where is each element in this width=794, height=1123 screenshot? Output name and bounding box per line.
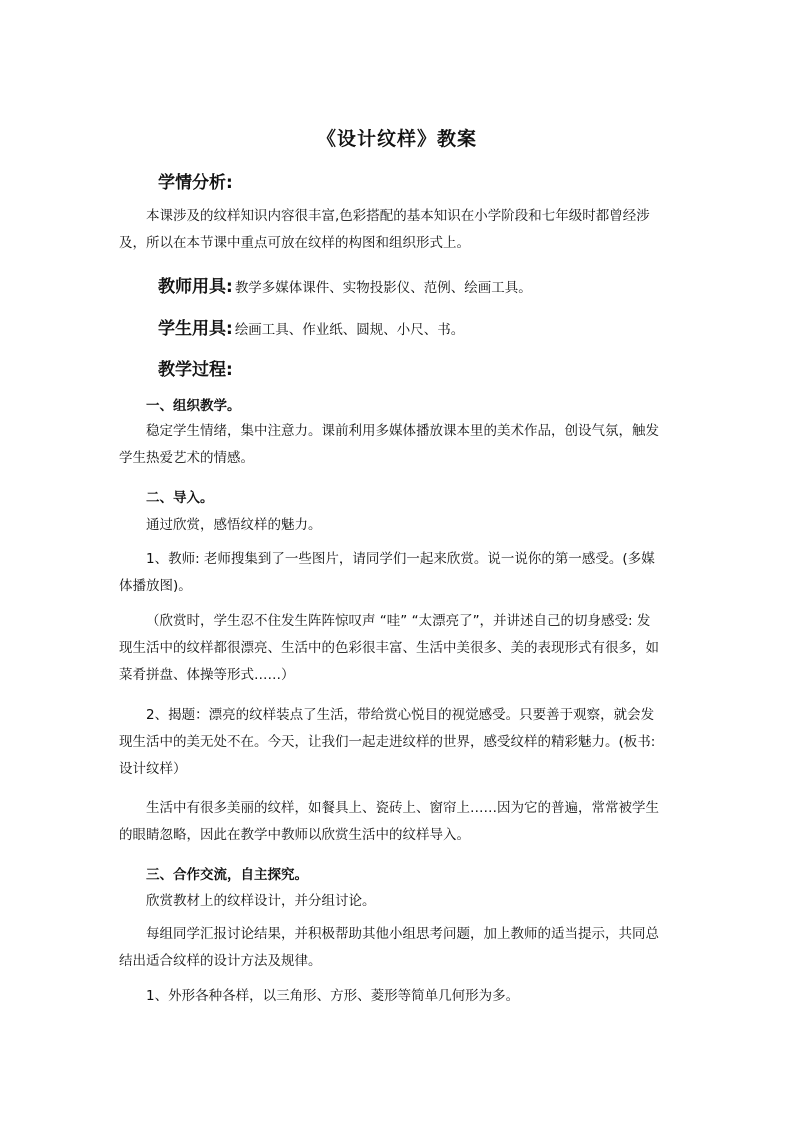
- step2-p2-line-1: （欣赏时，学生忍不住发生阵阵惊叹声 “哇” “太漂亮了”，并讲述自己的切身感受: 发: [146, 613, 651, 629]
- teacher-tools-label: 教师用具:: [158, 277, 233, 297]
- step2-p2-line-2: 现生活中的纹样都很漂亮、生活中的色彩很丰富、生活中美很多、美的表现形式有很多，如: [119, 640, 659, 656]
- analysis-heading: 学情分析:: [158, 173, 233, 193]
- step3-intro-line: 欣赏教材上的纹样设计，并分组讨论。: [146, 893, 376, 909]
- step1-line-1: 稳定学生情绪，集中注意力。课前利用多媒体播放课本里的美术作品，创设气氛，触发: [146, 423, 659, 439]
- step2-intro-line: 通过欣赏，感悟纹样的魅力。: [146, 517, 322, 533]
- step1-heading: 一、组织教学。: [146, 398, 241, 414]
- step3-heading: 三、合作交流，自主探究。: [146, 867, 308, 883]
- step2-paragraph-1: [119, 546, 677, 600]
- process-heading: 教学过程:: [158, 360, 233, 380]
- step2-p3-line-1: 2、揭题：漂亮的纹样装点了生活，带给赏心悦目的视觉感受。只要善于观察，就会发: [146, 707, 655, 723]
- step1-line-2: 学生热爱艺术的情感。: [119, 450, 254, 466]
- student-tools-label: 学生用具:: [158, 319, 233, 339]
- analysis-paragraph: [119, 203, 677, 257]
- step2-paragraph-2: [119, 608, 677, 689]
- teacher-tools-text: 教学多媒体课件、实物投影仪、范例、绘画工具。: [234, 280, 532, 296]
- step2-p3-line-3: 设计纹样）: [119, 761, 187, 777]
- analysis-line-1: 本课涉及的纹样知识内容很丰富,色彩搭配的基本知识在小学阶段和七年级时都曾经涉: [146, 208, 650, 224]
- step2-p4-line-2: 的眼睛忽略，因此在教学中教师以欣赏生活中的纹样导入。: [119, 827, 470, 843]
- step2-p1-line-1: 1、教师: 老师搜集到了一些图片，请同学们一起来欣赏。说一说你的第一感受。(多媒: [146, 551, 655, 567]
- step3-paragraph-2: [119, 983, 677, 1010]
- step2-p1-line-2: 体播放图)。: [119, 578, 192, 594]
- student-tools-text: 绘画工具、作业纸、圆规、小尺、书。: [234, 322, 465, 338]
- step2-p4-line-1: 生活中有很多美丽的纹样，如餐具上、瓷砖上、窗帘上……因为它的普遍，常常被学生: [146, 800, 659, 816]
- analysis-line-2: 及，所以在本节课中重点可放在纹样的构图和组织形式上。: [119, 235, 470, 251]
- document-title: 《设计纹样》教案: [316, 128, 477, 150]
- step2-p3-line-2: 现生活中的美无处不在。今天，让我们一起走进纹样的世界，感受纹样的精彩魅力。(板书:: [119, 734, 656, 750]
- step2-intro: [119, 512, 677, 539]
- step2-p2-line-3: 菜肴拼盘、体操等形式……）: [119, 667, 295, 683]
- step2-heading: 二、导入。: [146, 490, 214, 506]
- step2-paragraph-4: [119, 795, 677, 849]
- step1-paragraph: [119, 418, 677, 472]
- step3-paragraph-1: [119, 921, 677, 975]
- teacher-tools-heading: [158, 272, 532, 297]
- step3-p1-line-2: 结出适合纹样的设计方法及规律。: [119, 953, 322, 969]
- step2-paragraph-3: [119, 702, 677, 783]
- student-tools-heading: [158, 314, 464, 339]
- step3-p1-line-1: 每组同学汇报讨论结果，并积极帮助其他小组思考问题，加上教师的适当提示，共同总: [146, 926, 659, 942]
- step3-p2-line: 1、外形各种各样，以三角形、方形、菱形等简单几何形为多。: [146, 988, 520, 1004]
- step3-intro: [119, 888, 677, 915]
